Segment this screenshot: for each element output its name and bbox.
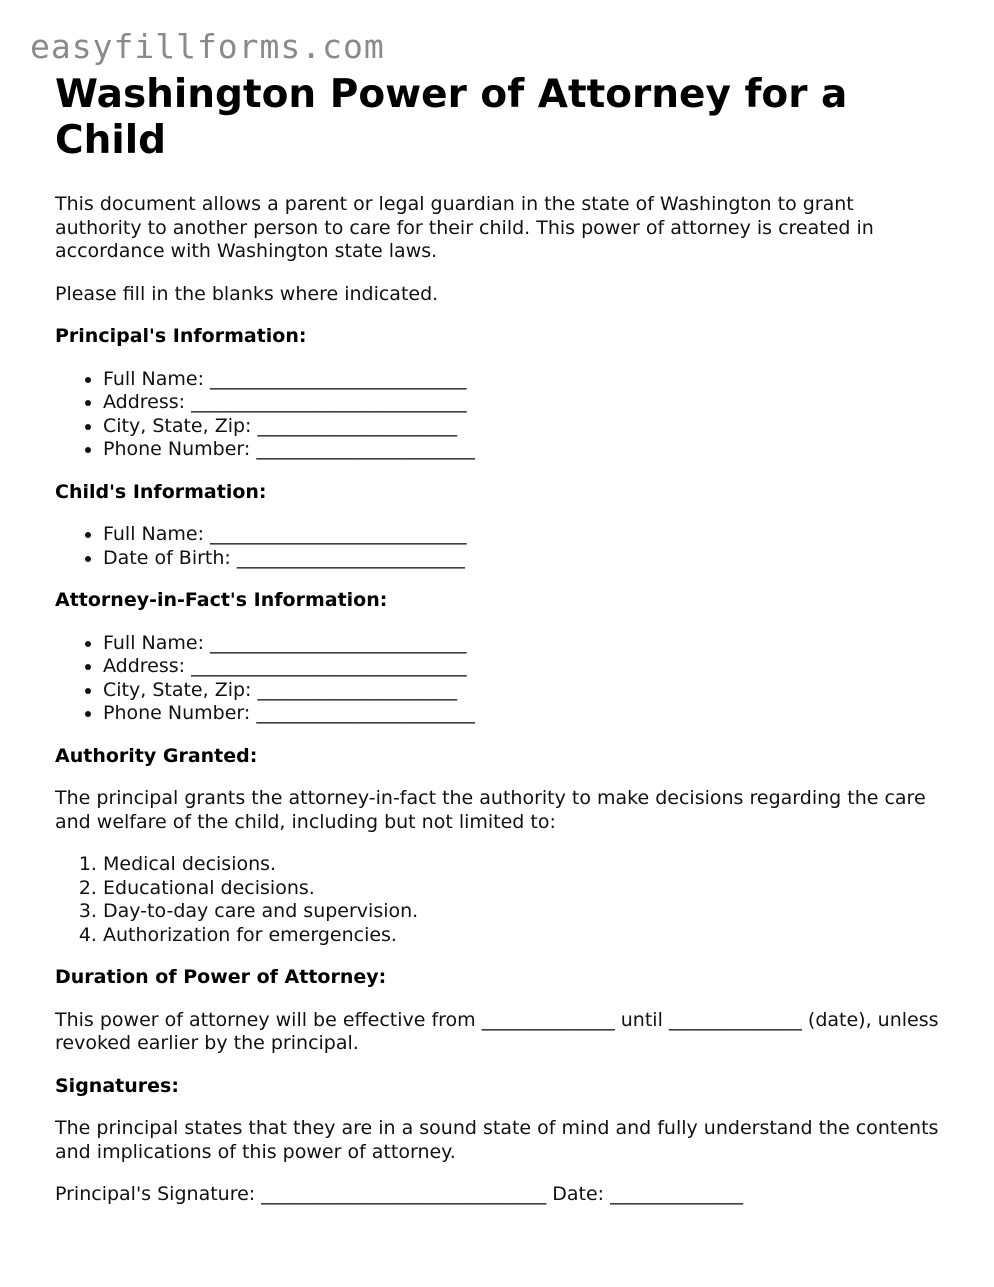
authority-item: 4. Authorization for emergencies. <box>103 924 945 948</box>
attorney-full-name-field: • Full Name: ___________________________ <box>103 632 945 656</box>
attorney-fields-list <box>55 632 945 726</box>
instructions-paragraph: Please fill in the blanks where indicated. <box>55 282 439 305</box>
principal-heading: Principal's Information: <box>55 325 307 347</box>
signatures-heading: Signatures: <box>55 1074 179 1097</box>
child-fields-list <box>55 523 945 570</box>
document-title: Washington Power of Attorney for a Child <box>55 72 848 163</box>
principal-fields-list <box>55 368 945 462</box>
duration-heading: Duration of Power of Attorney: <box>55 966 387 988</box>
attorney-address-field: • Address: _____________________________ <box>103 655 945 679</box>
watermark: easyfillforms.com <box>30 27 385 66</box>
authority-item: 2. Educational decisions. <box>103 877 945 901</box>
authority-item: 3. Day-to-day care and supervision. <box>103 900 945 924</box>
authority-item: 1. Medical decisions. <box>103 853 945 877</box>
child-heading: Child's Information: <box>55 480 267 503</box>
authority-paragraph: The principal grants the attorney-in-fact the authority to make decisions regarding the care and welfare of the child, including but not limited to: <box>55 787 926 833</box>
authority-list <box>55 853 945 947</box>
principal-city-state-zip-field: • City, State, Zip: _____________________ <box>103 415 945 439</box>
child-full-name-field: • Full Name: ___________________________ <box>103 523 945 547</box>
attorney-heading: Attorney-in-Fact's Information: <box>55 589 388 611</box>
authority-heading: Authority Granted: <box>55 744 258 767</box>
duration-paragraph: This power of attorney will be effective from ______________ until ______________ (date), unless revoked earlier by the principal. <box>55 1008 939 1054</box>
document-page <box>55 72 945 1207</box>
principal-address-field: • Address: _____________________________ <box>103 391 945 415</box>
principal-phone-field: • Phone Number: _______________________ <box>103 438 945 462</box>
signatures-paragraph: The principal states that they are in a sound state of mind and fully understand the contents and implications of this power of attorney. <box>55 1117 939 1163</box>
intro-paragraph: This document allows a parent or legal guardian in the state of Washington to grant authority to another person to care for their child. This power of attorney is created in accordance with Washington state laws. <box>55 193 874 262</box>
attorney-city-state-zip-field: • City, State, Zip: _____________________ <box>103 679 945 703</box>
attorney-phone-field: • Phone Number: _______________________ <box>103 702 945 726</box>
principal-full-name-field: • Full Name: ___________________________ <box>103 368 945 392</box>
principal-signature-line: Principal's Signature: ______________________________ Date: ______________ <box>55 1183 744 1205</box>
child-dob-field: • Date of Birth: ________________________ <box>103 547 945 571</box>
